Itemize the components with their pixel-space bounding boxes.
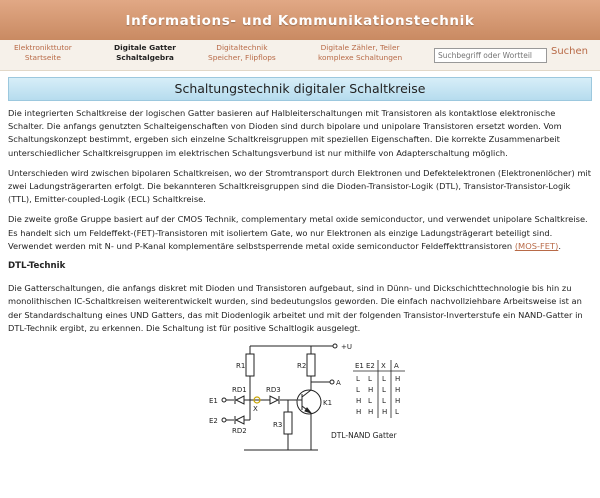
mosfet-link[interactable]: (MOS-FET) xyxy=(514,240,559,251)
nav-item-startseite[interactable] xyxy=(14,43,72,62)
truth-table-cell: H xyxy=(368,386,374,395)
nav-item-line1: Elektronikttutor xyxy=(14,43,72,52)
truth-table-cell: H xyxy=(395,386,401,395)
search-input[interactable] xyxy=(434,48,547,63)
nav-item-line1: Digitaltechnik xyxy=(216,43,268,52)
nav-item-digitale-gatter[interactable] xyxy=(114,43,176,62)
truth-table-cell: H xyxy=(356,397,362,406)
output-a-label: A xyxy=(336,379,341,388)
nav-item-line1: Digitale Gatter xyxy=(114,43,176,52)
truth-table-cell: L xyxy=(382,386,386,395)
main-navigation xyxy=(0,40,600,71)
truth-table-header: E2 xyxy=(366,362,375,371)
truth-table-cell: L xyxy=(356,375,360,384)
truth-table-cell: L xyxy=(356,386,360,395)
truth-table-header: X xyxy=(381,362,386,371)
nav-item-line2: Startseite xyxy=(24,52,61,62)
paragraph-cmos-text: Die zweite große Gruppe basiert auf der CMOS Technik, complementary metal oxide semiconductor, und verwendet unipolare Schaltkreise. Es handelt sich um Feldeffekt-(FET)-Transistoren mit isoliertem Gate, wo nur Elektronen als einzige Ladungsträgerart beteiligt sind. Verwendet werden mit N- und P-Kanal komplementäre selbstsperrende metal oxide semiconductor Feldeffekttransistoren xyxy=(8,214,588,251)
r1-label: R1 xyxy=(236,362,246,371)
rd2-label: RD2 xyxy=(232,427,247,436)
truth-table-cell: L xyxy=(382,397,386,406)
truth-table-cell: L xyxy=(368,375,372,384)
nav-item-line1: Digitale Zähler, Teiler xyxy=(320,43,400,52)
dtl-nand-circuit-diagram xyxy=(8,342,592,458)
supply-label: +U xyxy=(341,343,352,352)
node-x-label: X xyxy=(253,405,258,414)
nav-item-digitaltechnik[interactable] xyxy=(208,43,276,62)
nav-item-line2: komplexe Schaltungen xyxy=(318,52,403,62)
article-body xyxy=(0,101,600,458)
paragraph-bipolar: Unterschieden wird zwischen bipolaren Schaltkreisen, wo der Stromtransport durch Elektronen und Defektelektronen (Elektronenlöcher) mit zwei Ladungsträgerarten erfolgt. Die bekannteren Schaltkreisgruppen sind die Dioden-Transistor-Logik (DTL), Transistor-Transistor-Logik (TTL), Emitter-coupled-Logik (ECL) Schaltkreise. xyxy=(8,167,591,205)
rd1-label: RD1 xyxy=(232,386,247,395)
k1-label: K1 xyxy=(323,399,333,408)
rd3-label: RD3 xyxy=(266,386,281,395)
truth-table-header: A xyxy=(394,362,399,371)
truth-table-cell: L xyxy=(368,397,372,406)
nav-item-line2: Schaltalgebra xyxy=(116,52,174,62)
nav-item-line2: Speicher, Flipflops xyxy=(208,52,276,62)
truth-table-cell: H xyxy=(368,408,374,417)
paragraph-cmos xyxy=(8,213,592,253)
figure-caption: DTL-NAND Gatter xyxy=(331,431,397,441)
nav-item-digitale-zaehler[interactable] xyxy=(318,43,402,62)
e1-label: E1 xyxy=(209,397,218,406)
section-heading-dtl: DTL-Technik xyxy=(8,261,66,272)
page-title: Schaltungstechnik digitaler Schaltkreise xyxy=(8,77,592,101)
truth-table-cell: H xyxy=(395,375,401,384)
truth-table-cell: L xyxy=(382,375,386,384)
truth-table-cell: H xyxy=(356,408,362,417)
site-title: Informations- und Kommunikationstechnik xyxy=(125,13,475,29)
paragraph-intro: Die integrierten Schaltkreise der logischen Gatter basieren auf Halbleiterschaltungen mit Transistoren als kontaktlose elektronische Schalter. Die anfangs genutzten Schalteigenschaften von Dioden sind durch bipolare und unipolare Transistoren ersetzt worden. Vom Schaltungskonzept bestimmt, ergeben sich einzelne Schaltkreisgruppen mit speziellen Eigenschaften. Die korrekte Zusammenarbeit unterschiedlicher Schaltkreisgruppen im elektrischen Schaltungsverbund ist nur mithilfe von Adapterschaltung möglich. xyxy=(8,108,562,158)
truth-table-cell: H xyxy=(395,397,401,406)
paragraph-dtl: Die Gatterschaltungen, die anfangs diskret mit Dioden und Transistoren aufgebaut, sind in Dünn- und Dickschichttechnologie bis hin zu monolithischen IC-Schaltkreisen weiterentwickelt wurden, sind bedeutungslos geworden. Die einfach nachvollziehbare Arbeitsweise ist an der Standardschaltung eines UND Gatters, das mit Diodenlogik arbeitet und mit der folgenden Transistor-Inverterstufe ein NAND-Gatter in DTL-Technik ergibt, zu erkennen. Die Schaltung ist für positive Schaltlogik ausgelegt. xyxy=(8,283,583,333)
site-header xyxy=(0,0,600,40)
paragraph-cmos-end: . xyxy=(558,240,561,251)
dtl-nand-figure xyxy=(8,342,592,458)
r3-label: R3 xyxy=(273,421,283,430)
truth-table xyxy=(353,360,405,418)
truth-table-header: E1 xyxy=(355,362,364,371)
e2-label: E2 xyxy=(209,417,218,426)
truth-table-cell: H xyxy=(382,408,388,417)
r2-label: R2 xyxy=(297,362,307,371)
search-button[interactable]: Suchen xyxy=(551,46,589,57)
truth-table-cell: L xyxy=(395,408,399,417)
